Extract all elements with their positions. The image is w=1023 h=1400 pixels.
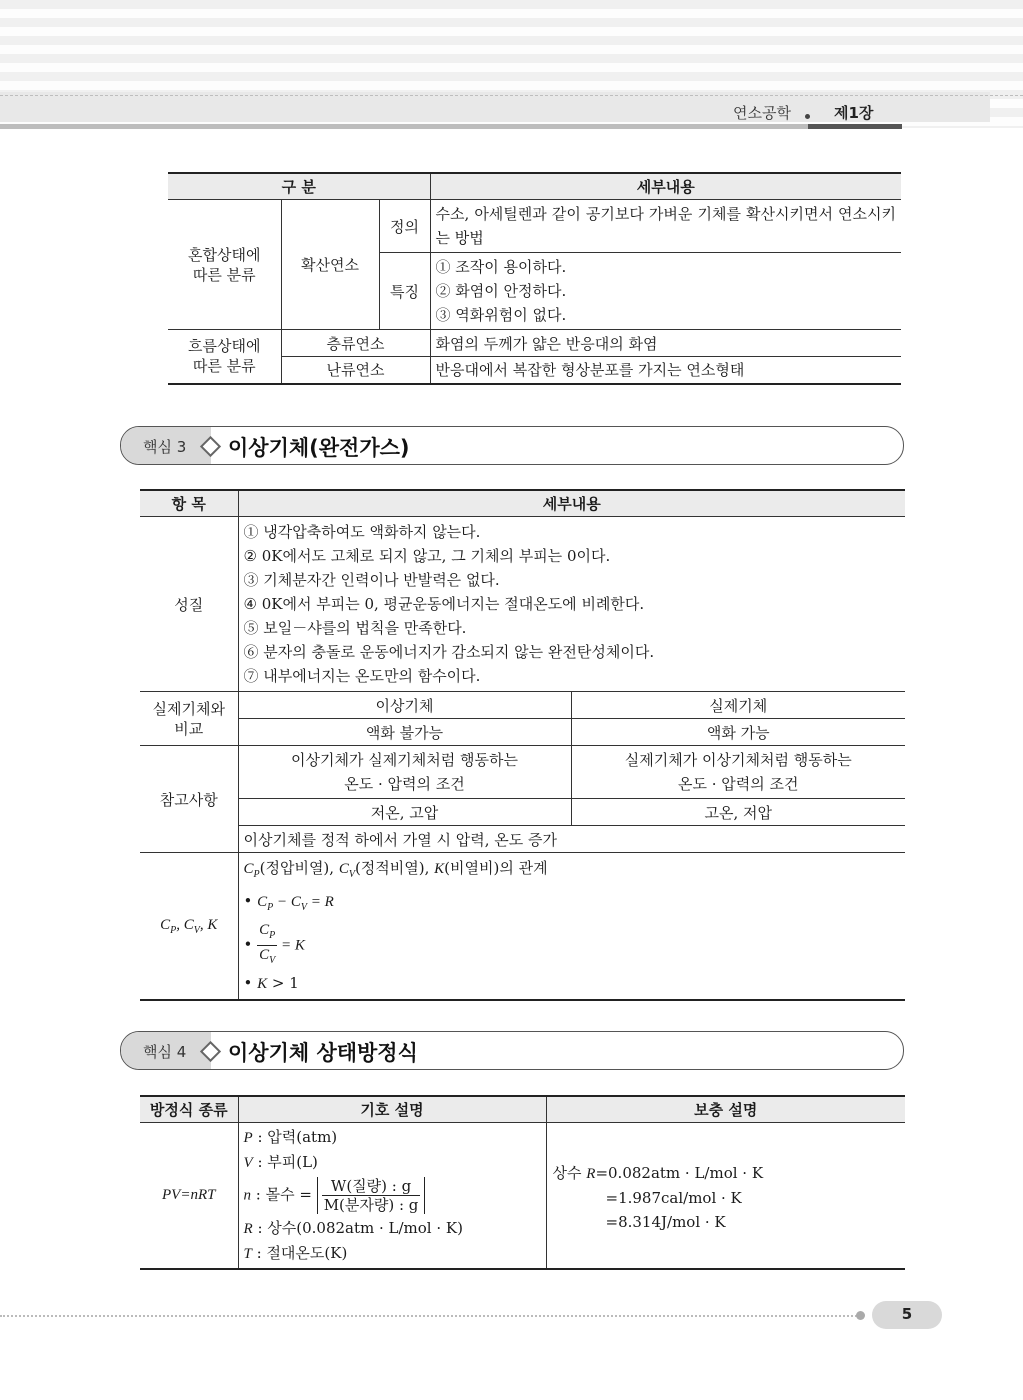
state-equation-table: 방정식 종류 기호 설명 보충 설명 PV=nRT P : 압력(atm) V : 부피(L) n : 몰수 = $\frac{\text{W(질량) : g}}{\text{M(분자량) : g}}$ R : 상수(0.082atm · L/mol · K) T : 절대온도(K) 상수 R=0.082atm · L/mol · K =1.987cal/mol · K =8.314J/mol · K — [140, 1095, 905, 1270]
table2-compare-label: 실제기체와 비교 — [140, 692, 238, 746]
table2-property-item: ② 0K에서도 고체로 되지 않고, 그 기체의 부피는 0이다. — [243, 547, 611, 565]
table1-turbulent-text: 반응대에서 복잡한 형상분포를 가지는 연소형태 — [430, 357, 901, 384]
table3-const-value: 0.082atm · L/mol · K — [608, 1164, 764, 1182]
header-subject: 연소공학 — [733, 104, 791, 122]
table2-property-label: 성질 — [140, 517, 238, 692]
table2-ref-right-value: 고온, 저압 — [571, 799, 905, 826]
section-tag: 핵심 3 — [143, 438, 187, 456]
header-rule — [0, 124, 902, 129]
table3-equation: PV=nRT — [140, 1123, 238, 1270]
table1-diffusion-combustion: 확산연소 — [281, 200, 379, 330]
section-heading-3 — [120, 426, 904, 465]
cv-caption: (정적비열), — [354, 859, 435, 877]
table2-property-item: ⑤ 보일－샤를의 법칙을 만족한다. — [243, 619, 467, 637]
table2-ref-left: 이상기체가 실제기체처럼 행동하는 온도 · 압력의 조건 — [238, 746, 571, 799]
table1-header-category: 구 분 — [168, 173, 430, 200]
header-chapter: 제1장 — [834, 104, 874, 122]
table1-group-flow: 흐름상태에 따른 분류 — [168, 330, 281, 384]
table2-property-item: ① 냉각압축하여도 액화하지 않는다. — [243, 523, 481, 541]
table2-cp-cv-k-label: $C_P$, $C_V$, K — [140, 853, 238, 1001]
footer-dot — [856, 1311, 865, 1320]
table2-real-gas: 실제기체 — [571, 692, 905, 719]
section-title: 이상기체(완전가스) — [228, 436, 410, 460]
k-caption: (비열비)의 관계 — [444, 859, 548, 877]
section-heading-4 — [120, 1031, 904, 1070]
table2-property-item: ③ 기체분자간 인력이나 반발력은 없다. — [243, 571, 500, 589]
table3-w-desc: W(질량) : g — [322, 1177, 421, 1196]
table1-feature-item: ① 조작이 용이하다. — [435, 258, 567, 276]
table1-definition-text: 수소, 아세틸렌과 같이 공기보다 가벼운 기체를 확산시키면서 연소시키는 방법 — [430, 200, 901, 253]
table3-header-symbols: 기호 설명 — [238, 1096, 546, 1123]
header-dashed-line — [0, 95, 1023, 96]
table2-property-item: ⑥ 분자의 충돌로 운동에너지가 감소되지 않는 완전탄성체이다. — [243, 643, 655, 661]
table2-header-item: 항 목 — [140, 490, 238, 517]
table2-reference-label: 참고사항 — [140, 746, 238, 853]
table2-ideal-gas: 이상기체 — [238, 692, 571, 719]
table2-property-item: ④ 0K에서 부피는 0, 평균운동에너지는 절대온도에 비례한다. — [243, 595, 645, 613]
page-number: 5 — [901, 1305, 913, 1323]
table1-header-detail: 세부내용 — [430, 173, 901, 200]
table3-n-desc: 몰수 — [265, 1185, 295, 1204]
table1-feature-item: ③ 역화위험이 없다. — [435, 306, 567, 324]
table3-m-desc: M(분자량) : g — [323, 1196, 419, 1214]
table3-v-desc: 부피(L) — [267, 1153, 318, 1171]
section-title: 이상기체 상태방정식 — [228, 1041, 418, 1065]
table2-real-liquefaction: 액화 가능 — [571, 719, 905, 746]
table1-feature-label: 특징 — [379, 253, 430, 330]
table1-laminar: 층류연소 — [281, 330, 430, 357]
table3-const-value: =1.987cal/mol · K — [605, 1189, 742, 1207]
header-rule-dark — [808, 124, 902, 129]
section-tag: 핵심 4 — [143, 1043, 187, 1061]
table2-ref-right: 실제기체가 이상기체처럼 행동하는 온도 · 압력의 조건 — [571, 746, 905, 799]
table2-ref-note: 이상기체를 정적 하에서 가열 시 압력, 온도 증가 — [238, 826, 905, 853]
table3-r-desc: 상수(0.082atm · L/mol · K) — [267, 1219, 463, 1237]
table3-const-value: =8.314J/mol · K — [605, 1213, 726, 1231]
combustion-classification-table — [168, 172, 901, 385]
table2-ideal-liquefaction: 액화 불가능 — [238, 719, 571, 746]
table1-laminar-text: 화염의 두께가 얇은 반응대의 화염 — [430, 330, 901, 357]
table1-definition-label: 정의 — [379, 200, 430, 253]
cp-caption: (정압비열), — [259, 859, 339, 877]
table3-header-supplement: 보충 설명 — [546, 1096, 905, 1123]
table3-header-equation: 방정식 종류 — [140, 1096, 238, 1123]
table1-group-mixing: 혼합상태에 따른 분류 — [168, 200, 281, 330]
table3-t-desc: 절대온도(K) — [266, 1244, 348, 1262]
table1-feature-item: ② 화염이 안정하다. — [435, 282, 567, 300]
table1-turbulent: 난류연소 — [281, 357, 430, 384]
table2-property-item: ⑦ 내부에너지는 온도만의 함수이다. — [243, 667, 481, 685]
header-dot — [805, 114, 810, 119]
ideal-gas-table — [140, 489, 905, 1001]
table3-p-desc: 압력(atm) — [267, 1128, 338, 1146]
table2-ref-left-value: 저온, 고압 — [238, 799, 571, 826]
table3-const-label: 상수 — [552, 1164, 582, 1182]
footer-dotted-line — [0, 1315, 860, 1317]
table2-cp-cv-relations: $C_P$(정압비열), $C_V$(정적비열), K(비열비)의 관계 • $C_P - C_V = R$ • $\frac{C_P}{C_V}$ = K • K > 1 — [238, 853, 905, 1001]
table2-header-detail: 세부내용 — [238, 490, 905, 517]
